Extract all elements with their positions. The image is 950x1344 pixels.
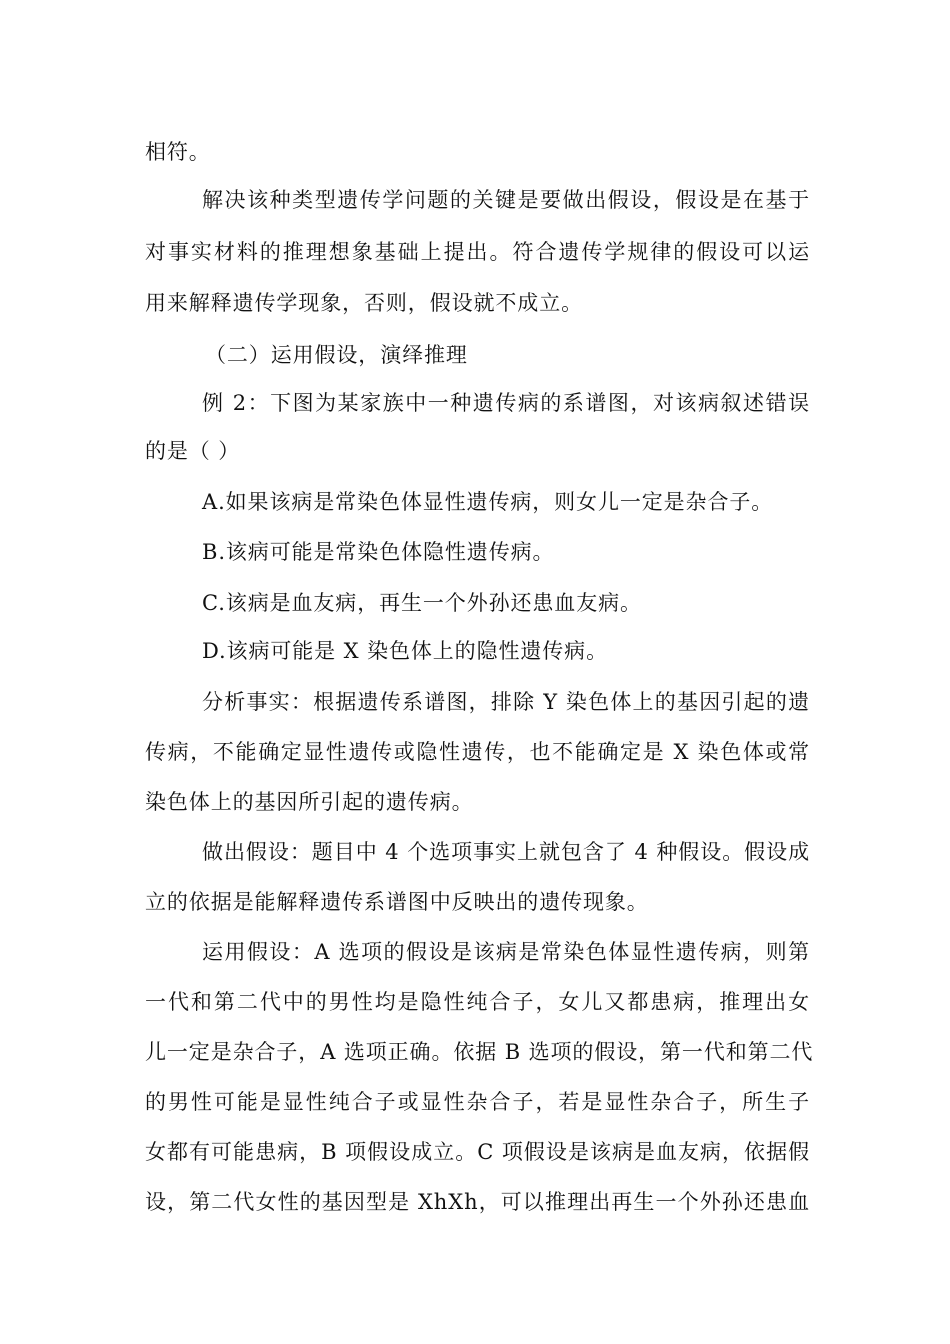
text-line: 用来解释遗传学现象，否则，假设就不成立。 xyxy=(145,291,583,315)
option-d: D.该病可能是 X 染色体上的隐性遗传病。 xyxy=(202,639,608,663)
text-line: 立的依据是能解释遗传系谱图中反映出的遗传现象。 xyxy=(145,890,649,914)
text-line: 女都有可能患病，B 项假设成立。C 项假设是该病是血友病，依据假 xyxy=(145,1140,810,1164)
paragraph-first-line: 运用假设：A 选项的假设是该病是常染色体显性遗传病，则第 xyxy=(202,940,810,964)
text-line: 一代和第二代中的男性均是隐性纯合子，女儿又都患病，推理出女 xyxy=(145,990,810,1014)
text-line: 儿一定是杂合子，A 选项正确。依据 B 选项的假设，第一代和第二代 xyxy=(145,1040,814,1064)
example-question: 例 2：下图为某家族中一种遗传病的系谱图，对该病叙述错误 xyxy=(202,391,810,415)
paragraph-first-line: 解决该种类型遗传学问题的关键是要做出假设，假设是在基于 xyxy=(202,188,810,212)
option-b: B.该病可能是常染色体隐性遗传病。 xyxy=(202,540,555,564)
paragraph-first-line: 做出假设：题目中 4 个选项事实上就包含了 4 种假设。假设成 xyxy=(202,840,810,864)
text-line: 的男性可能是显性纯合子或显性杂合子，若是显性杂合子，所生子 xyxy=(145,1090,810,1114)
section-heading: （二）运用假设，演绎推理 xyxy=(205,343,468,367)
option-c: C.该病是血友病，再生一个外孙还患血友病。 xyxy=(202,591,642,615)
text-line: 染色体上的基因所引起的遗传病。 xyxy=(145,790,474,814)
text-line: 的是（ ） xyxy=(145,439,241,463)
option-a: A.如果该病是常染色体显性遗传病，则女儿一定是杂合子。 xyxy=(202,490,774,514)
text-line: 设，第二代女性的基因型是 XhXh，可以推理出再生一个外孙还患血 xyxy=(145,1190,810,1214)
text-line: 相符。 xyxy=(145,140,211,164)
paragraph-first-line: 分析事实：根据遗传系谱图，排除 Y 染色体上的基因引起的遗 xyxy=(202,690,810,714)
text-line: 传病，不能确定显性遗传或隐性遗传，也不能确定是 X 染色体或常 xyxy=(145,740,810,764)
text-line: 对事实材料的推理想象基础上提出。符合遗传学规律的假设可以运 xyxy=(145,240,810,264)
